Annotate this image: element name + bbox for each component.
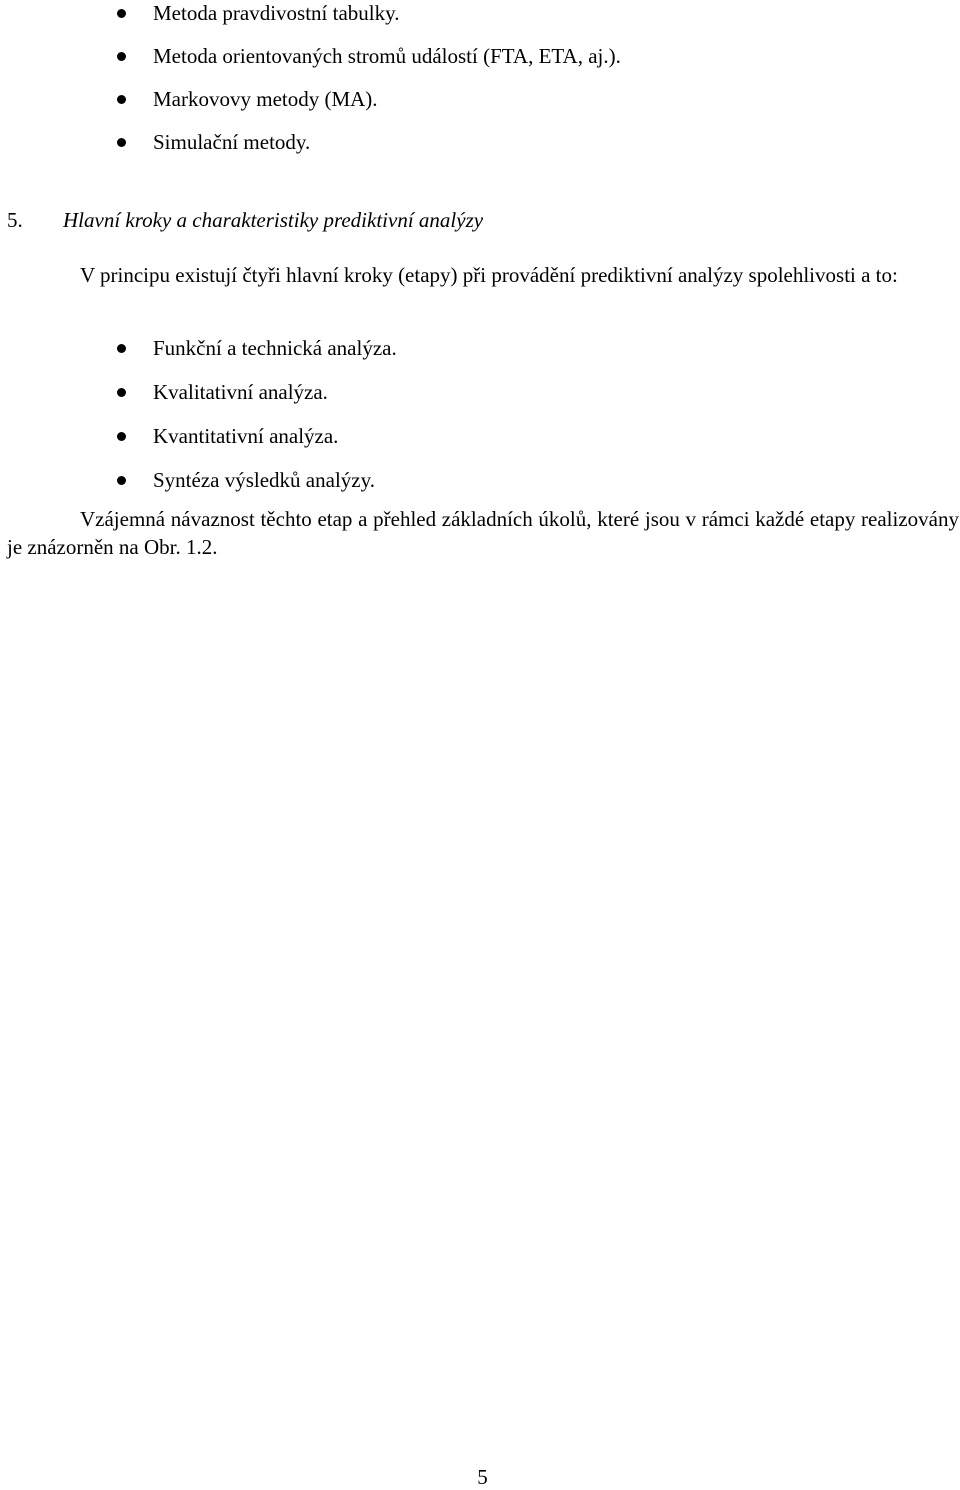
bullet-icon [117, 476, 126, 485]
list-item [0, 86, 960, 129]
bullet-icon [117, 9, 126, 18]
list-item-text: Metoda pravdivostní tabulky. [153, 1, 400, 25]
list-item [0, 43, 960, 86]
bullet-icon [117, 52, 126, 61]
list-item-text: Simulační metody. [153, 130, 311, 154]
bullet-icon [117, 432, 126, 441]
bullet-icon [117, 138, 126, 147]
list-item [0, 423, 960, 467]
bullet-icon [117, 95, 126, 104]
section-title: Hlavní kroky a charakteristiky prediktivní analýzy [63, 208, 484, 232]
steps-list [0, 335, 960, 511]
list-item-text: Funkční a technická analýza. [153, 336, 397, 360]
list-item [0, 0, 960, 43]
page-number: 5 [477, 1465, 488, 1489]
list-item-text: Syntéza výsledků analýzy. [153, 468, 375, 492]
section-number: 5. [7, 208, 23, 232]
intro-paragraph: V principu existují čtyři hlavní kroky (etapy) při provádění prediktivní analýzy spolehlivosti a to: [80, 263, 898, 287]
closing-paragraph: Vzájemná návaznost těchto etap a přehled základních úkolů, které jsou v rámci každé etapy realizovány je znázorněn na Obr. 1.2. [7, 507, 959, 559]
list-item-text: Kvalitativní analýza. [153, 380, 328, 404]
list-item [0, 379, 960, 423]
bullet-icon [117, 388, 126, 397]
list-item [0, 335, 960, 379]
list-item-text: Markovovy metody (MA). [153, 87, 378, 111]
list-item [0, 129, 960, 172]
list-item-text: Kvantitativní analýza. [153, 424, 339, 448]
method-list [0, 0, 960, 172]
bullet-icon [117, 344, 126, 353]
list-item-text: Metoda orientovaných stromů událostí (FTA, ETA, aj.). [153, 44, 621, 68]
